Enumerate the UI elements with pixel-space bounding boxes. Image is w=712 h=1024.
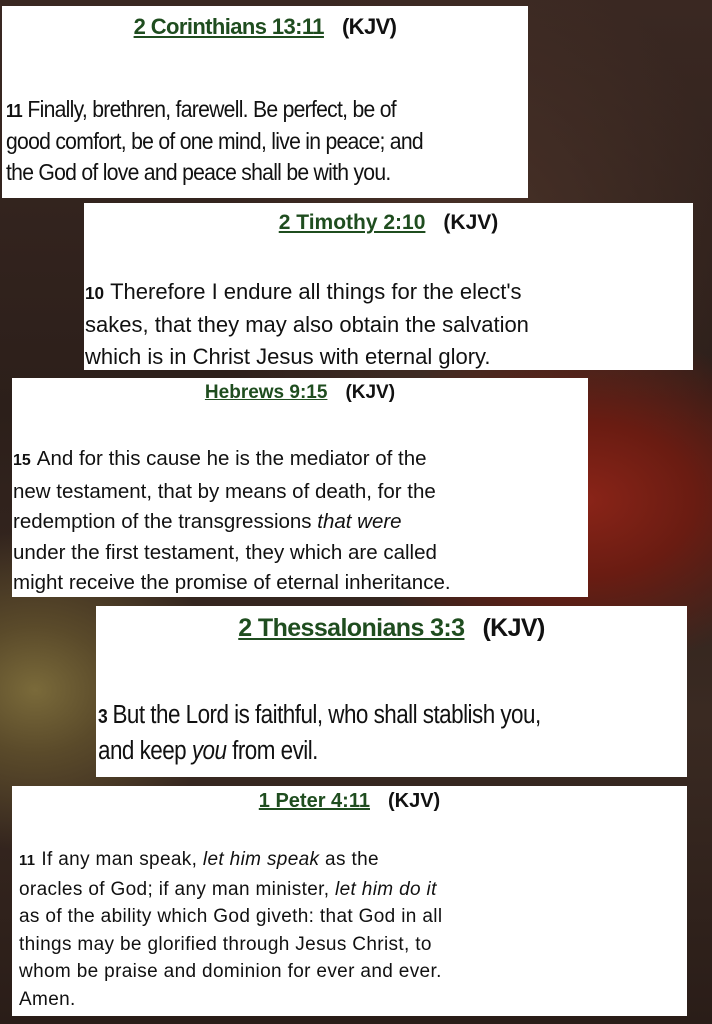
reference-link[interactable]: 2 Timothy 2:10 <box>278 211 426 234</box>
verse-text-part: Therefore I endure all things for the elect's sakes, that they may also obtain the salvation which is in Christ Jesus with eternal glory. <box>85 279 529 369</box>
version-label: (KJV) <box>341 14 397 39</box>
version-label: (KJV) <box>387 790 441 812</box>
verse-italic-part: let him speak <box>202 849 320 870</box>
verse-italic-part: that were <box>317 510 402 533</box>
verse-number: 3 <box>98 706 108 728</box>
verse-text <box>85 276 695 373</box>
verse-text-part: And for this cause he is the mediator of the new testament, that by means of death, for the redemption of the transgressions <box>13 447 436 533</box>
verse-number: 11 <box>6 100 23 121</box>
verse-text-part: But the Lord is faithful, who shall stablish you, and keep <box>98 701 541 765</box>
verse-card-2-thessalonians <box>96 606 687 777</box>
verse-text-part: as of the ability which God giveth: that God in all things may be glorified through Jesus Christ, to whom be praise and dominion for ever and ever. Amen. <box>19 906 443 1010</box>
verse-card-1-peter <box>12 786 687 1016</box>
verse-card-hebrews <box>12 378 588 597</box>
verse-text-part: Finally, brethren, farewell. Be perfect, be of good comfort, be of one mind, live in peace; and the God of love and peace shall be with you. <box>6 96 423 185</box>
reference-link[interactable]: 2 Corinthians 13:11 <box>133 14 324 39</box>
verse-italic-part: let him do it <box>335 878 437 900</box>
verse-number: 15 <box>13 452 31 469</box>
verse-number: 10 <box>85 283 105 303</box>
verse-text-part: as the oracles of God; if any man minister, <box>19 849 379 900</box>
version-label: (KJV) <box>443 211 499 234</box>
version-label: (KJV) <box>482 614 545 642</box>
verse-text-part: from evil. <box>226 737 318 765</box>
verse-text <box>6 94 510 188</box>
verse-reference <box>12 790 687 813</box>
verse-text <box>13 444 593 599</box>
reference-link[interactable]: 2 Thessalonians 3:3 <box>238 614 465 642</box>
verse-text-part: under the first testament, they which are called might receive the promise of eternal inheritance. <box>13 540 451 594</box>
version-label: (KJV) <box>345 382 396 403</box>
verse-italic-part: you <box>191 737 227 765</box>
verse-text <box>98 698 670 768</box>
verse-card-2-timothy <box>84 203 693 370</box>
verse-card-2-corinthians <box>2 6 528 198</box>
verse-reference <box>12 382 588 404</box>
verse-text-part: If any man speak, <box>41 849 203 870</box>
verse-reference <box>84 211 693 235</box>
verse-reference <box>2 14 528 40</box>
reference-link[interactable]: Hebrews 9:15 <box>204 382 328 403</box>
verse-reference <box>96 614 687 643</box>
verse-text <box>19 846 689 1013</box>
reference-link[interactable]: 1 Peter 4:11 <box>258 790 370 812</box>
verse-number: 11 <box>19 853 36 869</box>
